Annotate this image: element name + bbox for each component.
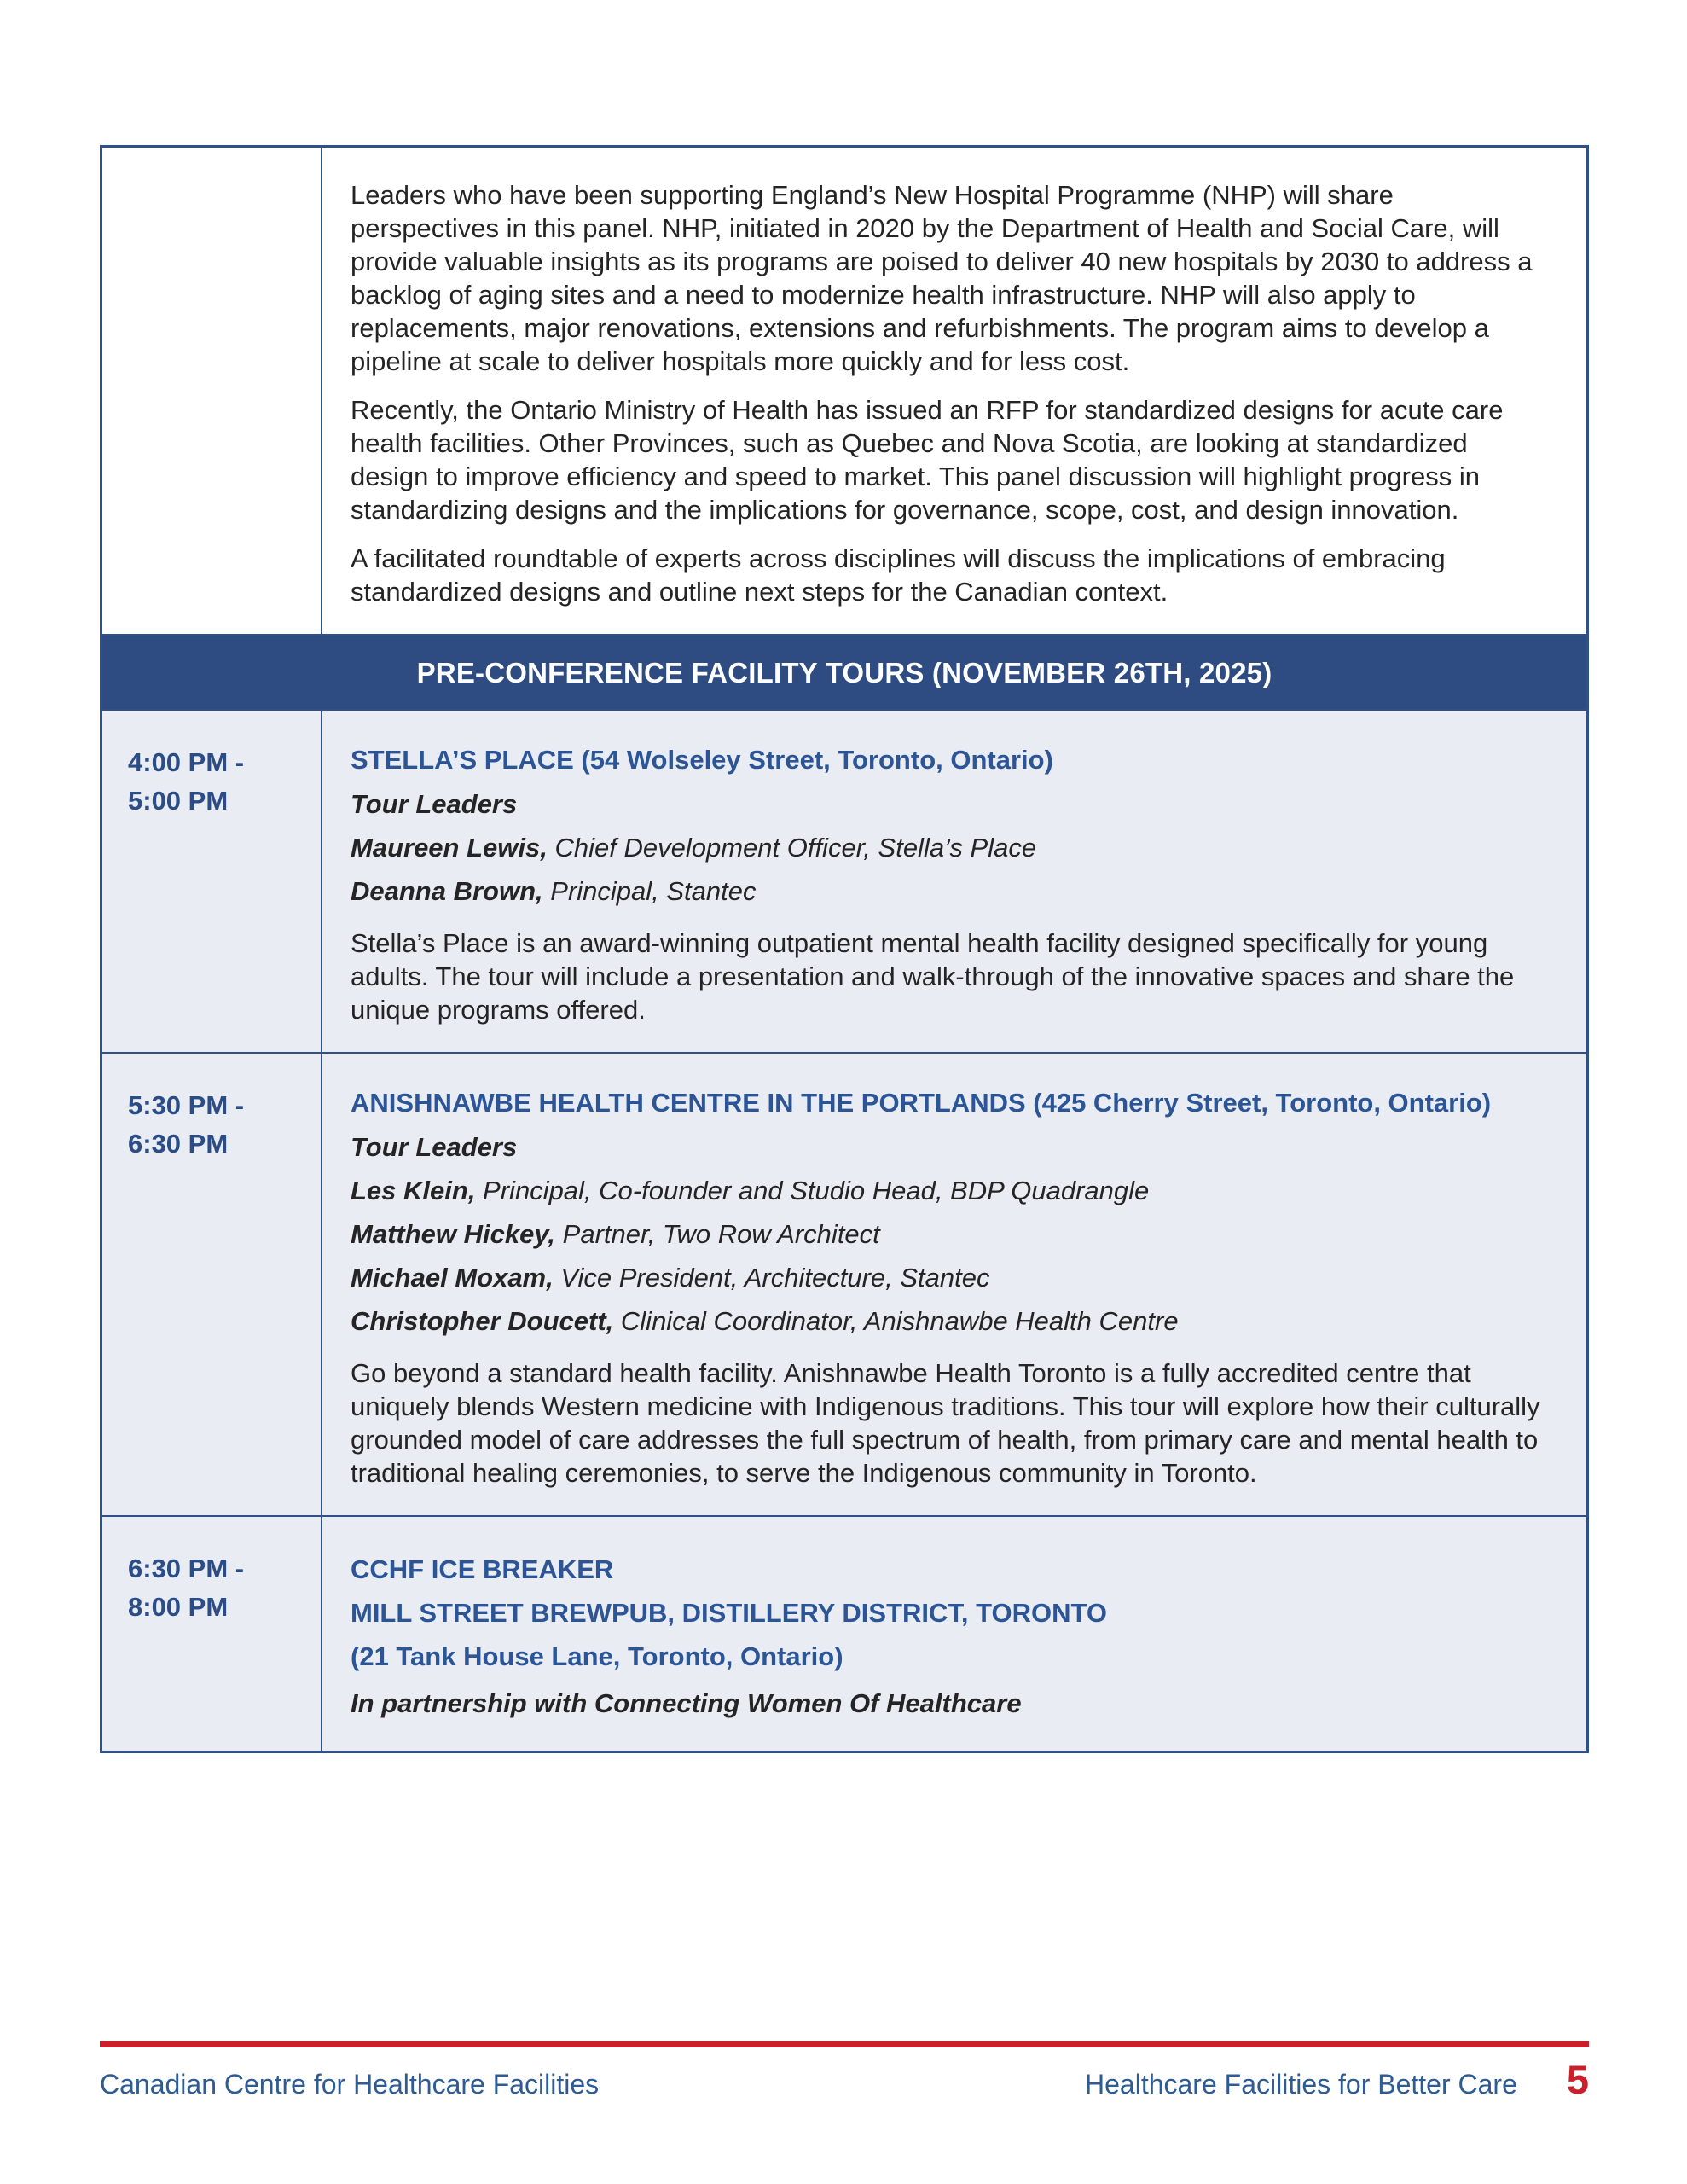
tour-title (351, 1548, 1549, 1678)
empty-time-cell (102, 148, 322, 634)
tour-title-line: (21 Tank House Lane, Toronto, Ontario) (351, 1641, 844, 1671)
section-header-bar: PRE-CONFERENCE FACILITY TOURS (NOVEMBER 26TH, 2025) (102, 634, 1586, 709)
tour-row (102, 709, 1586, 1052)
footer-tagline: Healthcare Facilities for Better Care (1085, 2069, 1517, 2100)
tour-leader (351, 1299, 1549, 1343)
leader-role: Partner, Two Row Architect (555, 1219, 880, 1249)
session-paragraph: A facilitated roundtable of experts across disciplines will discuss the implications of embracing standardized designs and outline next steps for the Canadian context. (351, 543, 1446, 607)
tour-details-cell (322, 711, 1586, 1052)
tour-time-end: 8:00 PM (128, 1592, 229, 1622)
tour-row (102, 1515, 1586, 1751)
tour-leader (351, 1169, 1549, 1212)
tour-leader (351, 1212, 1549, 1256)
tour-time-end: 5:00 PM (128, 786, 229, 816)
tour-time-end: 6:30 PM (128, 1129, 229, 1159)
tour-description: Stella’s Place is an award-winning outpatient mental health facility designed specifically for young adults. The tour will include a presentation and walk-through of the innovative spaces and share the unique programs offered. (351, 928, 1515, 1025)
tour-title-line: CCHF ICE BREAKER (351, 1554, 614, 1584)
tour-time-start: 6:30 PM - (128, 1554, 245, 1583)
tour-title: ANISHNAWBE HEALTH CENTRE IN THE PORTLANDS (425 Cherry Street, Toronto, Ontario) (351, 1088, 1492, 1118)
leader-role: Principal, Stantec (542, 876, 757, 906)
leader-role: Chief Development Officer, Stella’s Place (547, 833, 1037, 863)
session-paragraph: Recently, the Ontario Ministry of Health has issued an RFP for standardized designs for acute care health facilities. Other Provinces, such as Quebec and Nova Scotia, are looking at standardized design to improve efficiency and speed to market. This panel discussion will highlight progress in standardizing designs and the implications for governance, scope, cost, and design innovation. (351, 395, 1504, 525)
tour-leaders-label: Tour Leaders (351, 1132, 518, 1162)
tour-partnership-note: In partnership with Connecting Women Of Healthcare (351, 1688, 1022, 1718)
schedule-table (100, 145, 1589, 1753)
page-number: 5 (1566, 2057, 1589, 2102)
tour-title-line: MILL STREET BREWPUB, DISTILLERY DISTRICT, TORONTO (351, 1598, 1107, 1628)
tour-leaders-label: Tour Leaders (351, 789, 518, 819)
session-continuation-row (102, 148, 1586, 634)
tour-details-cell (322, 1054, 1586, 1515)
tour-time (102, 711, 322, 1052)
leader-name: Maureen Lewis, (351, 833, 548, 863)
leader-name: Matthew Hickey, (351, 1219, 556, 1249)
footer-divider-rule (100, 2041, 1589, 2048)
leader-name: Deanna Brown, (351, 876, 543, 906)
page-footer (100, 2057, 1589, 2102)
tour-time (102, 1517, 322, 1751)
tour-details-cell (322, 1517, 1586, 1751)
leader-role: Principal, Co-founder and Studio Head, BDP Quadrangle (475, 1176, 1150, 1205)
leader-name: Les Klein, (351, 1176, 476, 1205)
session-description-cell (322, 148, 1586, 634)
tour-leader (351, 1256, 1549, 1299)
tour-title: STELLA’S PLACE (54 Wolseley Street, Toronto, Ontario) (351, 745, 1053, 775)
tour-leader (351, 826, 1549, 869)
tour-time-start: 4:00 PM - (128, 747, 245, 777)
leader-role: Vice President, Architecture, Stantec (553, 1263, 990, 1292)
leader-name: Christopher Doucett, (351, 1306, 614, 1336)
tour-time-start: 5:30 PM - (128, 1090, 245, 1120)
tour-row (102, 1052, 1586, 1515)
tour-time (102, 1054, 322, 1515)
leader-role: Clinical Coordinator, Anishnawbe Health Centre (613, 1306, 1179, 1336)
session-paragraph: Leaders who have been supporting England’s New Hospital Programme (NHP) will share perspectives in this panel. NHP, initiated in 2020 by the Department of Health and Social Care, will provide valuable insights as its programs are poised to deliver 40 new hospitals by 2030 to address a backlog of aging sites and a need to modernize health infrastructure. NHP will also apply to replacements, major renovations, extensions and refurbishments. The program aims to develop a pipeline at scale to deliver hospitals more quickly and for less cost. (351, 180, 1533, 376)
footer-org-name: Canadian Centre for Healthcare Facilities (100, 2069, 600, 2100)
tour-leader (351, 869, 1549, 913)
leader-name: Michael Moxam, (351, 1263, 554, 1292)
tour-description: Go beyond a standard health facility. Anishnawbe Health Toronto is a fully accredited centre that uniquely blends Western medicine with Indigenous traditions. This tour will explore how their culturally grounded model of care addresses the full spectrum of health, from primary care and mental health to traditional healing ceremonies, to serve the Indigenous community in Toronto. (351, 1358, 1540, 1488)
